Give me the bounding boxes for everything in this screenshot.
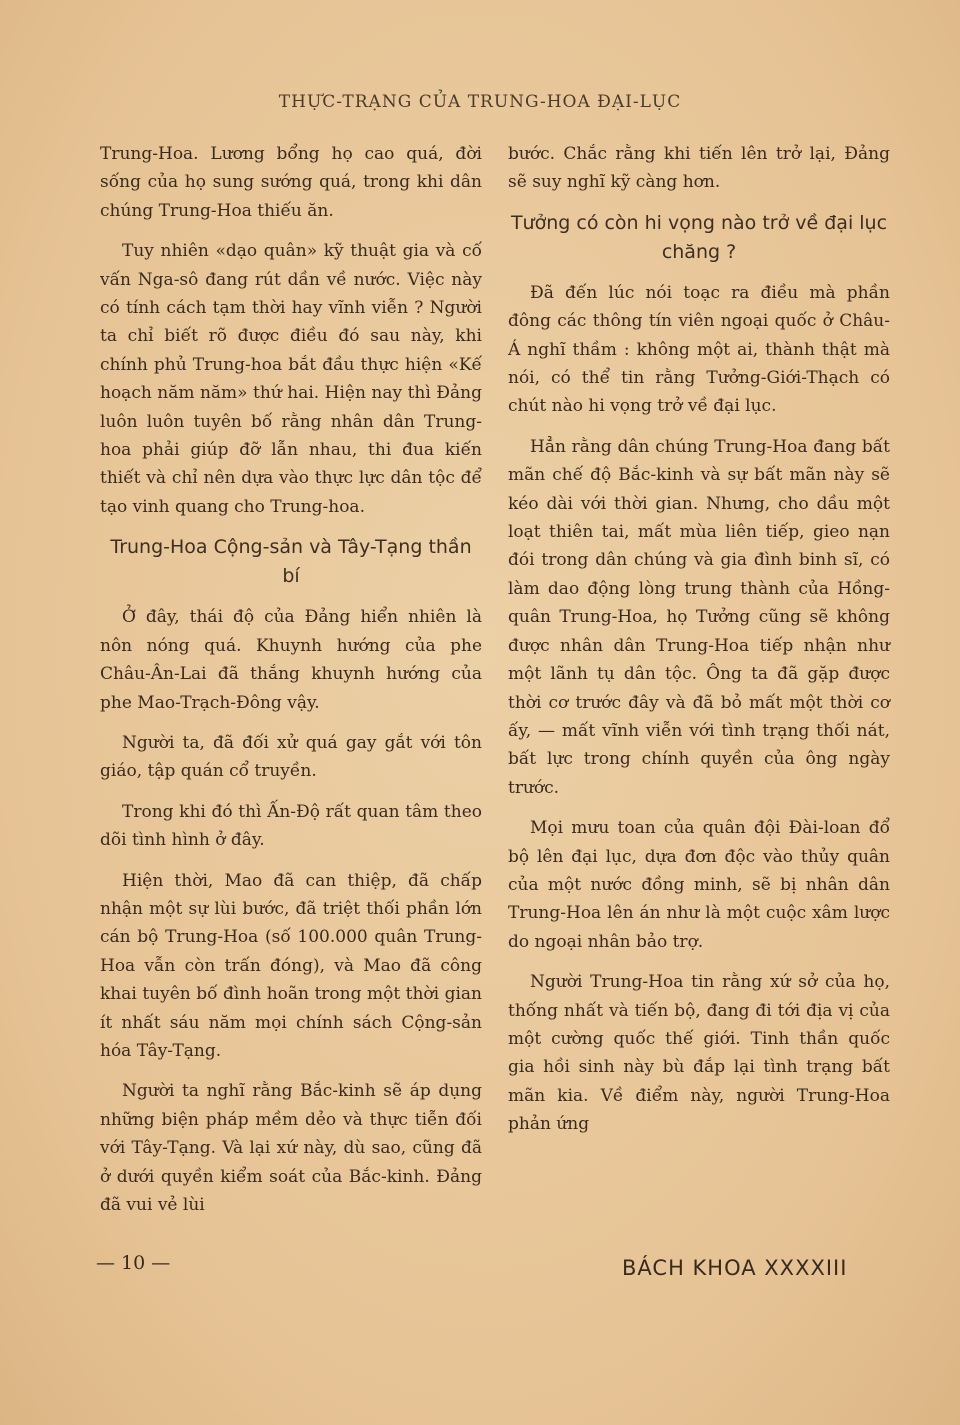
running-header: THỰC-TRẠNG CỦA TRUNG-HOA ĐẠI-LỤC [278,92,682,112]
publication-name: BÁCH KHOA XXXXIII [622,1256,848,1280]
paragraph: Hẳn rằng dân chúng Trung-Hoa đang bất mãn chế độ Bắc-kinh và sự bất mãn này sẽ kéo dài với thời gian. Nhưng, cho dầu một loạt thiên tai, mất mùa liên tiếp, gieo nạn đói trong dân chúng và gia đình binh sĩ, có làm dao động lòng trung thành của Hồng-quân Trung-Hoa, họ Tưởng cũng sẽ không được nhân dân Trung-Hoa tiếp nhận như một lãnh tụ dân tộc. Ông ta đã gặp được thời cơ trước đây và đã bỏ mất một thời cơ ấy, — mất vĩnh viễn với tình trạng thối nát, bất lực trong chính quyền của ông ngày trước. [508,436,890,798]
section-heading: Tưởng có còn hi vọng nào trở về đại lục chăng ? [510,211,888,263]
paragraph: Người ta, đã đối xử quá gay gắt với tôn giáo, tập quán cổ truyền. [100,732,482,782]
paragraph: Trung-Hoa. Lương bổng họ cao quá, đời sống của họ sung sướng quá, trong khi dân chúng Trung-Hoa thiếu ăn. [100,144,482,221]
paragraph: Trong khi đó thì Ấn-Độ rất quan tâm theo dõi tình hình ở đây. [100,801,482,851]
section-heading: Trung-Hoa Cộng-sản và Tây-Tạng thần bí [110,536,472,588]
page-number: — 10 — [96,1252,171,1274]
paragraph: bước. Chắc rằng khi tiến lên trở lại, Đảng sẽ suy nghĩ kỹ càng hơn. [508,144,890,193]
paragraph: Mọi mưu toan của quân đội Đài-loan đổ bộ lên đại lục, dựa đơn độc vào thủy quân của một nước đồng minh, sẽ bị nhân dân Trung-Hoa lên án như là một cuộc xâm lược do ngoại nhân bảo trợ. [508,818,890,952]
right-column [508,140,890,1151]
paragraph: Tuy nhiên «dạo quân» kỹ thuật gia và cố vấn Nga-sô đang rút dần về nước. Việc này có tính cách tạm thời hay vĩnh viễn ? Người ta chỉ biết rõ được điều đó sau này, khi chính phủ Trung-hoa bắt đầu thực hiện «Kế hoạch năm năm» thứ hai. Hiện nay thì Đảng luôn luôn tuyên bố rằng nhân dân Trung-hoa phải giúp đỡ lẫn nhau, thi đua kiến thiết và chỉ nên dựa vào thực lực dân tộc để tạo vinh quang cho Trung-hoa. [100,241,482,517]
paragraph: Hiện thời, Mao đã can thiệp, đã chấp nhận một sự lùi bước, đã triệt thối phần lớn cán bộ Trung-Hoa (số 100.000 quân Trung-Hoa vẫn còn trấn đóng), và Mao đã công khai tuyên bố đình hoãn trong một thời gian ít nhất sáu năm mọi chính sách Cộng-sản hóa Tây-Tạng. [100,870,482,1061]
paragraph: Đã đến lúc nói toạc ra điều mà phần đông các thông tín viên ngoại quốc ở Châu-Á nghĩ thầm : không một ai, thành thật mà nói, có thể tin rằng Tưởng-Giới-Thạch có chút nào hi vọng trở về đại lục. [508,282,890,417]
left-column [100,140,482,1231]
paragraph: Người Trung-Hoa tin rằng xứ sở của họ, thống nhất và tiến bộ, đang đi tới địa vị của một cường quốc thế giới. Tinh thần quốc gia hồi sinh này bù đắp lại tình trạng bất mãn kia. Về điểm này, người Trung-Hoa phản ứng [508,972,890,1135]
paragraph: Người ta nghĩ rằng Bắc-kinh sẽ áp dụng những biện pháp mềm dẻo và thực tiễn đối với Tây-Tạng. Và lại xứ này, dù sao, cũng đã ở dưới quyền kiểm soát của Bắc-kinh. Đảng đã vui vẻ lùi [100,1081,482,1215]
paragraph: Ở đây, thái độ của Đảng hiển nhiên là nôn nóng quá. Khuynh hướng của phe Châu-Ân-Lai đã thắng khuynh hướng của phe Mao-Trạch-Đông vậy. [100,607,482,713]
